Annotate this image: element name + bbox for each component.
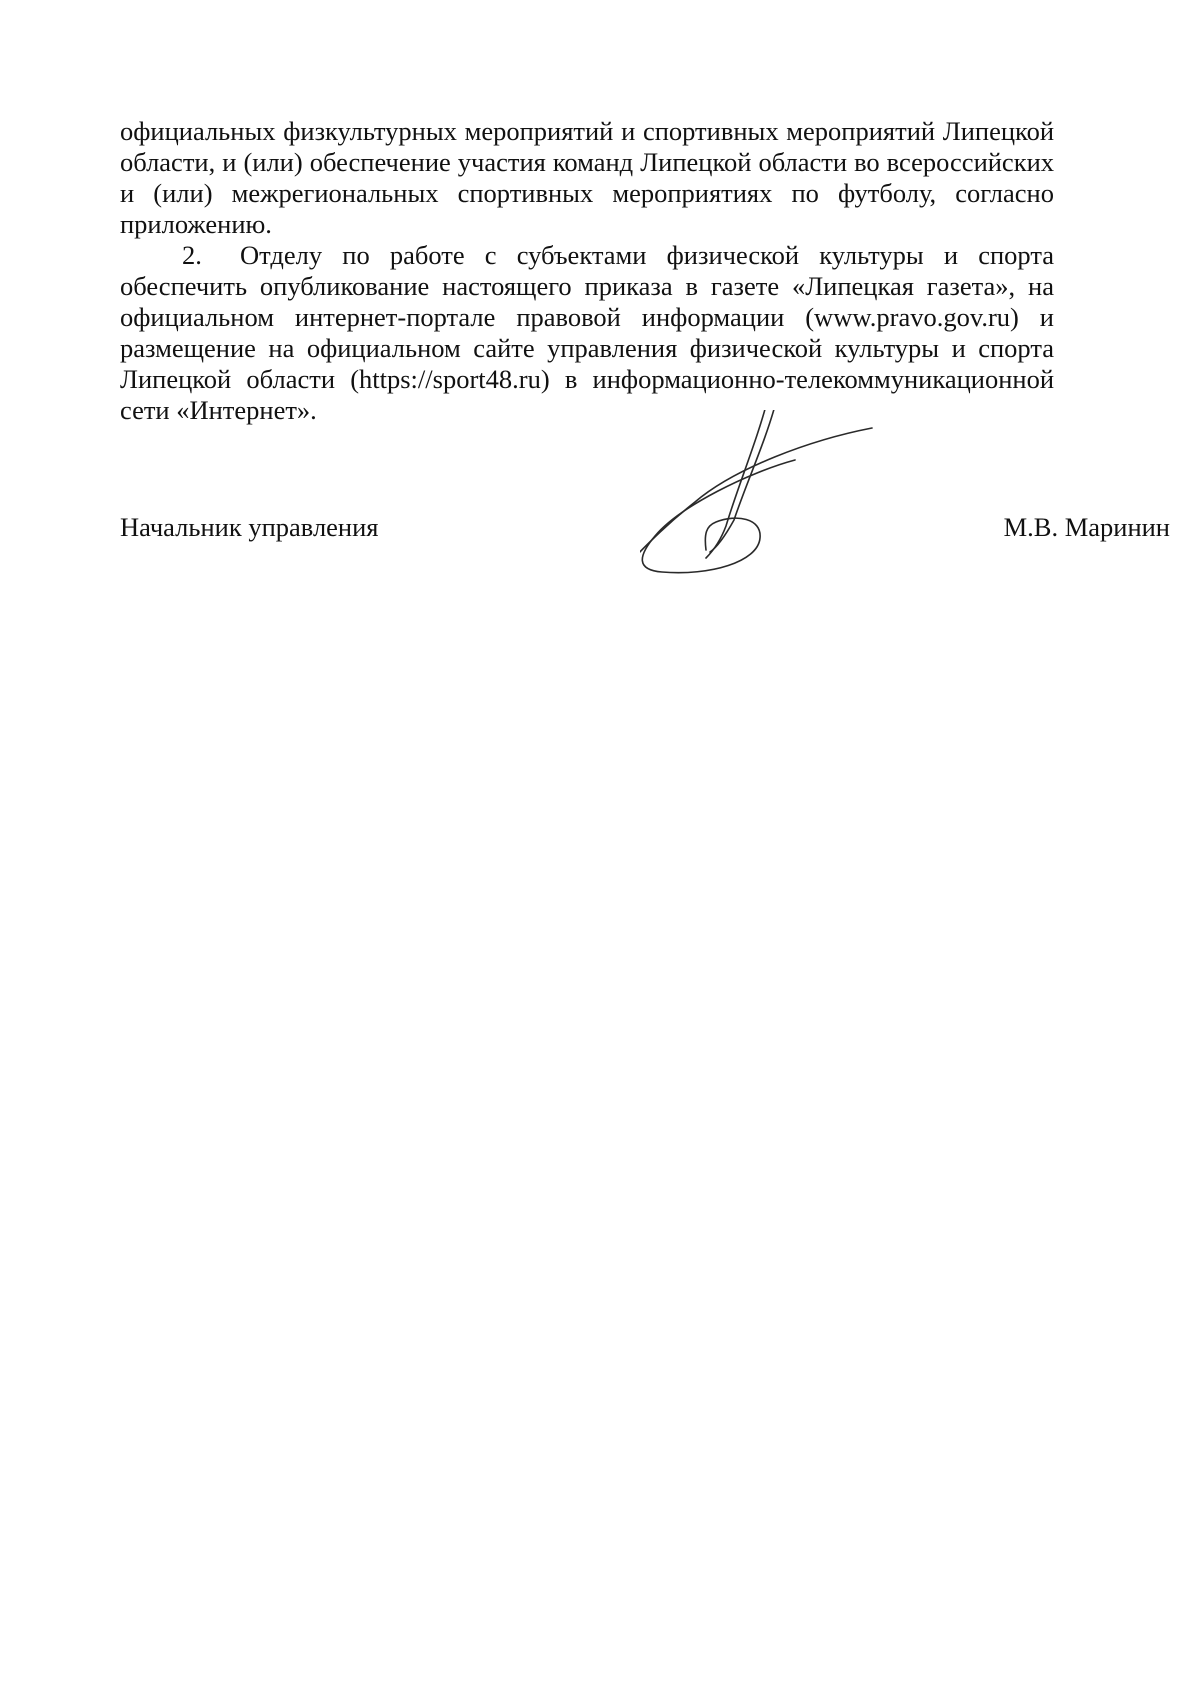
- list-item-2: [120, 240, 1054, 426]
- signer-name: М.В. Маринин: [1003, 512, 1170, 542]
- document-body: [120, 116, 1054, 426]
- signer-position: Начальник управления: [120, 512, 379, 542]
- item-text: Отделу по работе с субъектами физической культуры и спорта обеспечить опубликование настоящего приказа в газете «Липецкая газета», на официальном интернет-портале правовой информации (www.pravo.gov.ru) и размещение на официальном сайте управления физической культуры и спорта Липецкой области (https://sport48.ru) в информационно-телекоммуникационной сети «Интернет».: [120, 240, 1054, 425]
- paragraph-continuation: официальных физкультурных мероприятий и спортивных мероприятий Липецкой области, и (или) обеспечение участия команд Липецкой области во всероссийских и (или) межрегиональных спортивных мероприятиях по футболу, согласно приложению.: [120, 116, 1054, 239]
- item-number: 2.: [182, 240, 202, 270]
- handwritten-signature: [640, 410, 940, 630]
